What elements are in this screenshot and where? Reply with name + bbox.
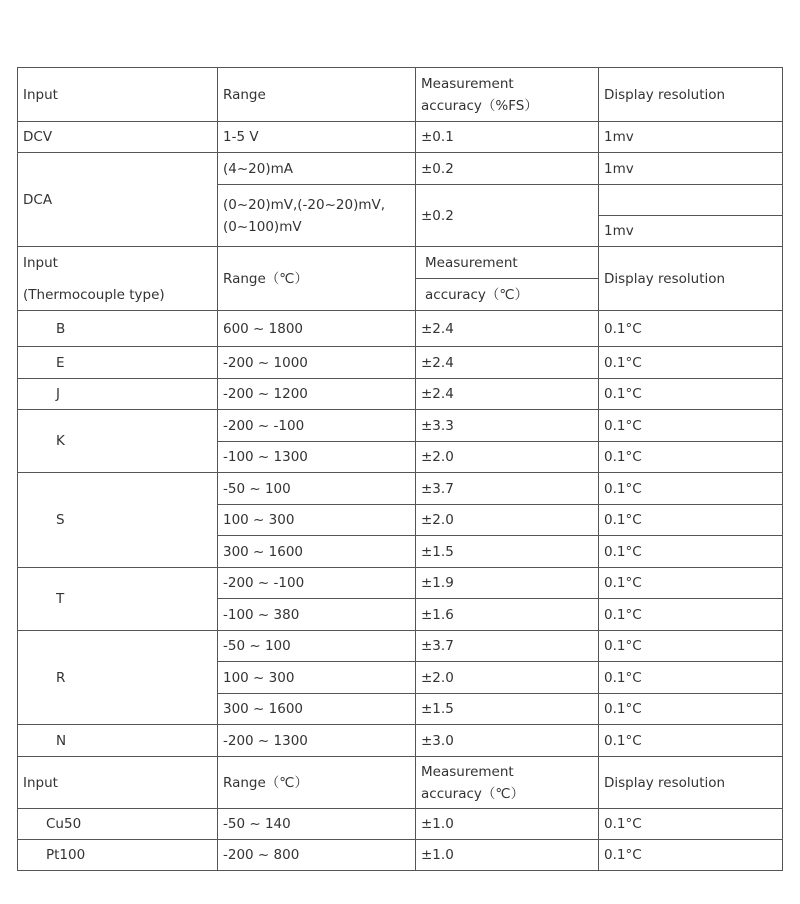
- dc-resolution-cell: [599, 153, 782, 184]
- tc-type-s: S: [56, 512, 65, 528]
- dc-header-input-text: Input: [23, 86, 58, 103]
- tc-header-resolution: [599, 247, 782, 310]
- tc-range-value: -100 ~ 1300: [223, 449, 308, 465]
- rtd-header-accuracy: [416, 757, 598, 808]
- tc-accuracy-cell: [416, 347, 598, 378]
- dc-range-cell: [218, 185, 415, 246]
- tc-resolution-value: 0.1°C: [604, 732, 642, 749]
- tc-resolution-value: 0.1°C: [604, 512, 642, 528]
- tc-accuracy-value: ±3.3: [421, 417, 454, 434]
- rtd-input-pt100: Pt100: [46, 847, 86, 863]
- tc-resolution-cell: [599, 347, 782, 378]
- tc-accuracy-value: ±3.0: [421, 732, 454, 749]
- dc-range-dca-mv-line1: (0~20)mV,(-20~20)mV,: [223, 196, 386, 213]
- tc-accuracy-value: ±2.0: [421, 512, 454, 528]
- tc-header-accuracy-line2-cell: [416, 279, 598, 310]
- tc-range-cell: [218, 568, 415, 598]
- rtd-input-cell: [18, 809, 217, 839]
- tc-resolution-value: 0.1°C: [604, 386, 642, 402]
- tc-range-value: 100 ~ 300: [223, 512, 295, 528]
- tc-range-cell: [218, 725, 415, 756]
- tc-range-value: -200 ~ -100: [223, 575, 305, 591]
- dc-input-dca: DCA: [23, 191, 53, 208]
- tc-resolution-cell: [599, 311, 782, 346]
- rtd-range-cell: [218, 809, 415, 839]
- tc-range-cell: [218, 379, 415, 409]
- dc-input-cell: [18, 122, 217, 152]
- dc-input-dcv: DCV: [23, 129, 53, 145]
- tc-type-r: R: [56, 669, 66, 686]
- rtd-accuracy-cell: [416, 809, 598, 839]
- tc-resolution-cell: [599, 379, 782, 409]
- dc-resolution-dca-current: 1mv: [604, 160, 634, 177]
- rtd-range-cu50: -50 ~ 140: [223, 816, 291, 832]
- rtd-header-accuracy-line2: accuracy（℃）: [421, 785, 525, 802]
- tc-range-cell: [218, 505, 415, 535]
- tc-range-value: -100 ~ 380: [223, 606, 300, 623]
- tc-header-input-line1: Input: [23, 254, 58, 271]
- tc-resolution-cell: [599, 599, 782, 630]
- tc-resolution-value: 0.1°C: [604, 701, 642, 717]
- tc-accuracy-cell: [416, 442, 598, 472]
- dc-accuracy-dca-current: ±0.2: [421, 160, 454, 177]
- tc-range-cell: [218, 347, 415, 378]
- tc-resolution-cell: [599, 536, 782, 567]
- tc-range-value: -200 ~ 1300: [223, 732, 308, 749]
- tc-resolution-value: 0.1°C: [604, 354, 642, 371]
- tc-accuracy-value: ±1.5: [421, 543, 454, 560]
- tc-accuracy-cell: [416, 410, 598, 441]
- dc-header-accuracy-line2: accuracy（%FS）: [421, 97, 538, 114]
- tc-resolution-value: 0.1°C: [604, 449, 642, 465]
- tc-range-value: -200 ~ 1200: [223, 386, 308, 402]
- tc-type-cell: [18, 379, 217, 409]
- tc-accuracy-cell: [416, 536, 598, 567]
- tc-resolution-cell: [599, 442, 782, 472]
- tc-type-cell: [18, 725, 217, 756]
- tc-accuracy-cell: [416, 568, 598, 598]
- tc-type-e: E: [56, 354, 65, 371]
- tc-resolution-value: 0.1°C: [604, 575, 642, 591]
- dc-accuracy-dcv: ±0.1: [421, 129, 454, 145]
- dc-range-dca-mv-line2: (0~100)mV: [223, 218, 302, 235]
- tc-accuracy-cell: [416, 379, 598, 409]
- tc-accuracy-value: ±1.6: [421, 606, 454, 623]
- dc-accuracy-cell: [416, 185, 598, 246]
- dc-accuracy-cell: [416, 122, 598, 152]
- tc-type-cell: [18, 568, 217, 630]
- tc-header-range-text: Range（℃）: [223, 270, 308, 287]
- tc-resolution-cell: [599, 568, 782, 598]
- dc-resolution-cell: [599, 185, 782, 215]
- dc-header-accuracy: [416, 68, 598, 121]
- rtd-resolution-cell: [599, 840, 782, 870]
- tc-header-resolution-text: Display resolution: [604, 270, 726, 287]
- tc-type-cell: [18, 473, 217, 567]
- tc-accuracy-value: ±2.0: [421, 669, 454, 686]
- tc-accuracy-cell: [416, 662, 598, 693]
- dc-resolution-cell: [599, 122, 782, 152]
- tc-range-cell: [218, 694, 415, 724]
- tc-type-k: K: [56, 433, 65, 449]
- tc-accuracy-cell: [416, 725, 598, 756]
- dc-input-cell: [18, 153, 217, 246]
- dc-header-resolution: [599, 68, 782, 121]
- tc-resolution-value: 0.1°C: [604, 638, 642, 654]
- table-border-bottom: [17, 870, 783, 871]
- rtd-range-cell: [218, 840, 415, 870]
- tc-range-value: -200 ~ -100: [223, 417, 305, 434]
- tc-accuracy-value: ±2.4: [421, 354, 454, 371]
- tc-range-value: 300 ~ 1600: [223, 701, 304, 717]
- dc-header-resolution-text: Display resolution: [604, 86, 726, 103]
- tc-range-value: 300 ~ 1600: [223, 543, 304, 560]
- tc-resolution-cell: [599, 473, 782, 504]
- tc-accuracy-cell: [416, 694, 598, 724]
- dc-header-accuracy-line1: Measurement: [421, 75, 514, 92]
- tc-header-accuracy-line1: Measurement: [425, 254, 518, 271]
- rtd-resolution-cu50: 0.1°C: [604, 816, 642, 832]
- tc-resolution-value: 0.1°C: [604, 669, 642, 686]
- tc-range-value: 100 ~ 300: [223, 669, 295, 686]
- tc-header-input-line2: (Thermocouple type): [23, 286, 165, 303]
- tc-accuracy-value: ±2.4: [421, 320, 454, 337]
- dc-resolution-dca-mv-bottom: 1mv: [604, 223, 634, 239]
- tc-resolution-cell: [599, 694, 782, 724]
- rtd-header-accuracy-line1: Measurement: [421, 763, 514, 780]
- tc-resolution-value: 0.1°C: [604, 320, 642, 337]
- tc-range-cell: [218, 473, 415, 504]
- rtd-header-input-text: Input: [23, 774, 58, 791]
- tc-accuracy-value: ±2.4: [421, 386, 454, 402]
- tc-resolution-value: 0.1°C: [604, 543, 642, 560]
- tc-range-value: -200 ~ 1000: [223, 354, 308, 371]
- tc-range-cell: [218, 599, 415, 630]
- dc-resolution-dcv: 1mv: [604, 129, 634, 145]
- dc-header-input: [18, 68, 217, 121]
- rtd-header-resolution: [599, 757, 782, 808]
- tc-resolution-cell: [599, 410, 782, 441]
- rtd-header-input: [18, 757, 217, 808]
- tc-accuracy-value: ±1.5: [421, 701, 454, 717]
- rtd-header-range-text: Range（℃）: [223, 774, 308, 791]
- tc-resolution-value: 0.1°C: [604, 606, 642, 623]
- tc-resolution-cell: [599, 725, 782, 756]
- rtd-resolution-pt100: 0.1°C: [604, 847, 642, 863]
- tc-type-b: B: [56, 320, 66, 337]
- rtd-accuracy-cell: [416, 840, 598, 870]
- rtd-resolution-cell: [599, 809, 782, 839]
- tc-header-accuracy-line1-cell: [416, 247, 598, 278]
- tc-range-value: -50 ~ 100: [223, 480, 291, 497]
- rtd-header-resolution-text: Display resolution: [604, 774, 726, 791]
- tc-resolution-cell: [599, 505, 782, 535]
- tc-accuracy-value: ±3.7: [421, 638, 454, 654]
- rtd-range-pt100: -200 ~ 800: [223, 847, 300, 863]
- tc-accuracy-cell: [416, 311, 598, 346]
- tc-resolution-value: 0.1°C: [604, 480, 642, 497]
- dc-range-cell: [218, 122, 415, 152]
- rtd-accuracy-pt100: ±1.0: [421, 847, 454, 863]
- rtd-input-cell: [18, 840, 217, 870]
- tc-accuracy-cell: [416, 599, 598, 630]
- tc-type-j: J: [56, 386, 60, 402]
- tc-range-cell: [218, 311, 415, 346]
- tc-type-cell: [18, 311, 217, 346]
- dc-range-cell: [218, 153, 415, 184]
- tc-accuracy-cell: [416, 505, 598, 535]
- dc-accuracy-cell: [416, 153, 598, 184]
- tc-type-cell: [18, 347, 217, 378]
- tc-header-input-line1-cell: [18, 247, 217, 278]
- tc-resolution-cell: [599, 631, 782, 661]
- tc-range-value: 600 ~ 1800: [223, 320, 304, 337]
- dc-header-range: [218, 68, 415, 121]
- dc-range-dcv: 1-5 V: [223, 129, 259, 145]
- tc-range-cell: [218, 442, 415, 472]
- tc-type-n: N: [56, 732, 67, 749]
- tc-range-cell: [218, 536, 415, 567]
- tc-accuracy-cell: [416, 473, 598, 504]
- tc-header-accuracy-line2: accuracy（℃）: [425, 286, 529, 303]
- rtd-accuracy-cu50: ±1.0: [421, 816, 454, 832]
- tc-resolution-value: 0.1°C: [604, 417, 642, 434]
- rtd-header-range: [218, 757, 415, 808]
- tc-resolution-cell: [599, 662, 782, 693]
- dc-range-dca-current: (4~20)mA: [223, 160, 293, 177]
- tc-header-input-line2-cell: [18, 279, 217, 310]
- table-border-right: [782, 67, 783, 871]
- dc-header-range-text: Range: [223, 86, 266, 103]
- tc-range-cell: [218, 662, 415, 693]
- dc-accuracy-dca-mv: ±0.2: [421, 207, 454, 224]
- tc-type-cell: [18, 631, 217, 724]
- tc-accuracy-value: ±1.9: [421, 575, 454, 591]
- tc-type-cell: [18, 410, 217, 472]
- tc-accuracy-value: ±2.0: [421, 449, 454, 465]
- dc-resolution-cell: [599, 216, 782, 246]
- tc-header-range: [218, 247, 415, 310]
- tc-accuracy-value: ±3.7: [421, 480, 454, 497]
- rtd-input-cu50: Cu50: [46, 816, 82, 832]
- tc-range-value: -50 ~ 100: [223, 638, 291, 654]
- tc-range-cell: [218, 631, 415, 661]
- tc-accuracy-cell: [416, 631, 598, 661]
- tc-type-t: T: [56, 591, 65, 607]
- tc-range-cell: [218, 410, 415, 441]
